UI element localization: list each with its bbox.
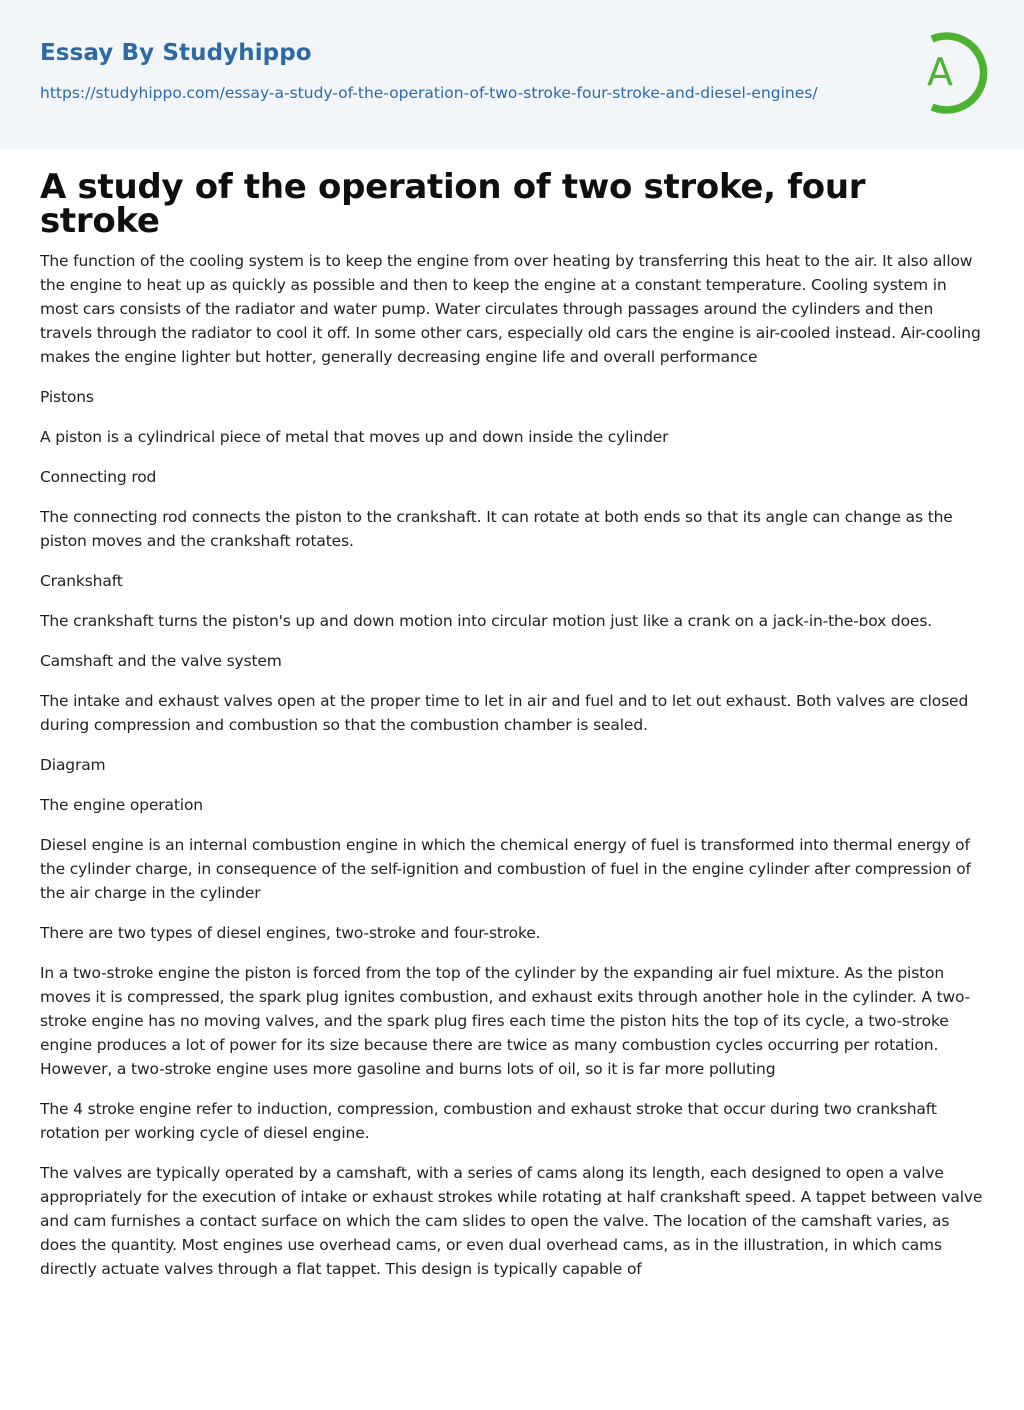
essay-paragraph: There are two types of diesel engines, two-stroke and four-stroke. [40,924,541,942]
essay-paragraph: The 4 stroke engine refer to induction, compression, combustion and exhaust stroke that occur during two crankshaft rotation per working cycle of diesel engine. [40,1100,937,1142]
essay-paragraph: A piston is a cylindrical piece of metal that moves up and down inside the cylinder [40,428,669,446]
logo-letter: A [927,50,953,94]
studyhippo-logo-icon[interactable] [908,27,990,119]
essay-paragraph: The valves are typically operated by a camshaft, with a series of cams along its length, each designed to open a valve appropriately for the execution of intake or exhaust strokes while rotating at half crankshaft speed. A tappet between valve and cam furnishes a contact surface on which the cam slides to open the valve. The location of the camshaft varies, as does the quantity. Most engines use overhead cams, or even dual overhead cams, as in the illustration, in which cams directly actuate valves through a flat tappet. This design is typically capable of [40,1164,983,1278]
essay-paragraph: The connecting rod connects the piston to the crankshaft. It can rotate at both ends so that its angle can change as the piston moves and the crankshaft rotates. [40,508,953,550]
section-heading-diagram: Diagram [40,756,106,774]
brand-title[interactable]: Essay By Studyhippo [40,40,312,66]
section-heading-engine-operation: The engine operation [40,796,203,814]
essay-paragraph: The intake and exhaust valves open at the proper time to let in air and fuel and to let out exhaust. Both valves are closed during compression and combustion so that the combustion chamber is sealed. [40,692,969,734]
section-heading-connecting-rod: Connecting rod [40,468,157,486]
essay-body [40,249,988,1297]
site-header [0,0,1024,150]
essay-paragraph: The function of the cooling system is to keep the engine from over heating by transferring this heat to the air. It also allow the engine to heat up as quickly as possible and then to keep the engine at a constant temperature. Cooling system in most cars consists of the radiator and water pump. Water circulates through passages around the cylinders and then travels through the radiator to cool it off. In some other cars, especially old cars the engine is air-cooled instead. Air-cooling makes the engine lighter but hotter, generally decreasing engine life and overall performance [40,252,981,366]
section-heading-pistons: Pistons [40,388,94,406]
source-url-link[interactable]: https://studyhippo.com/essay-a-study-of-the-operation-of-two-stroke-four-stroke-and-diesel-engines/ [40,84,818,102]
essay-paragraph: The crankshaft turns the piston's up and down motion into circular motion just like a crank on a jack-in-the-box does. [40,612,933,630]
essay-title: A study of the operation of two stroke, four stroke [40,167,866,241]
essay-paragraph: Diesel engine is an internal combustion engine in which the chemical energy of fuel is transformed into thermal energy of the cylinder charge, in consequence of the self-ignition and combustion of fuel in the engine cylinder after compression of the air charge in the cylinder [40,836,971,902]
essay-paragraph: In a two-stroke engine the piston is forced from the top of the cylinder by the expanding air fuel mixture. As the piston moves it is compressed, the spark plug ignites combustion, and exhaust exits through another hole in the cylinder. A two-stroke engine has no moving valves, and the spark plug fires each time the piston hits the top of its cycle, a two-stroke engine produces a lot of power for its size because there are twice as many combustion cycles occurring per rotation. However, a two-stroke engine uses more gasoline and burns lots of oil, so it is far more polluting [40,964,971,1078]
section-heading-camshaft: Camshaft and the valve system [40,652,282,670]
section-heading-crankshaft: Crankshaft [40,572,123,590]
